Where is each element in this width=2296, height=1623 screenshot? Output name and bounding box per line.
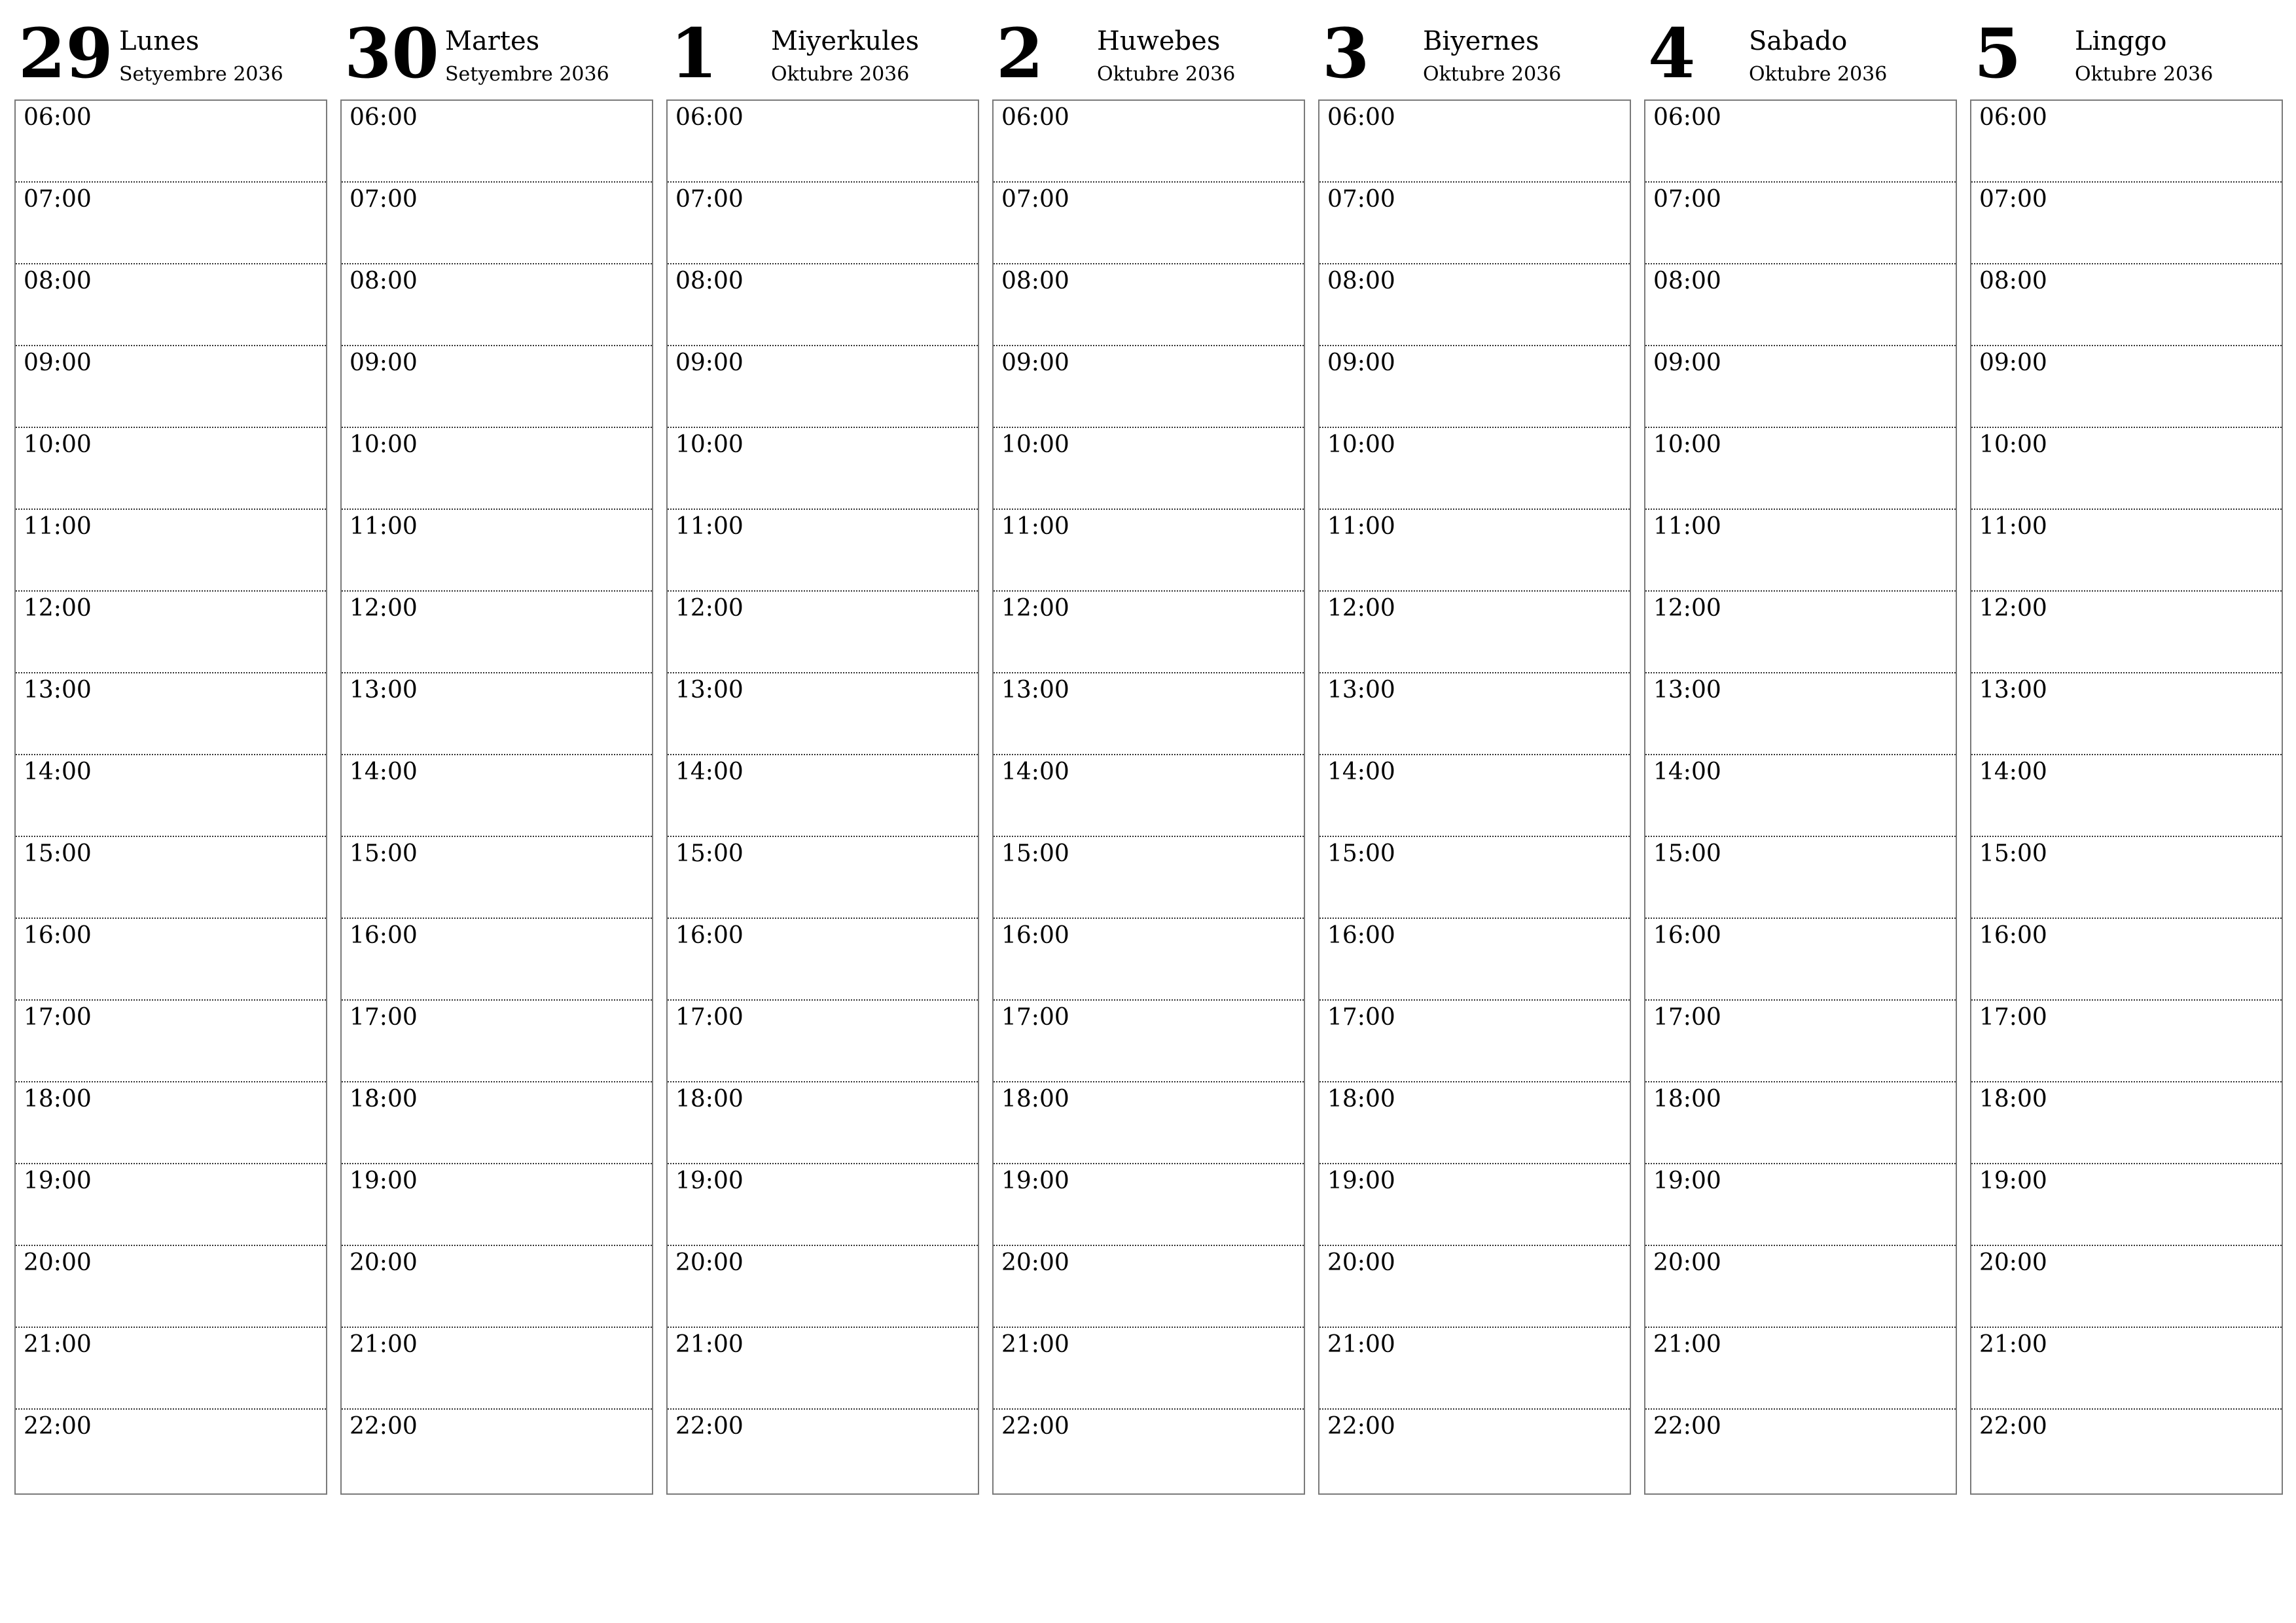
hour-slot[interactable] <box>994 1246 1304 1328</box>
month-year: Oktubre 2036 <box>2075 63 2214 86</box>
hour-slot[interactable] <box>1319 592 1630 673</box>
hour-slot[interactable] <box>668 1328 978 1410</box>
hour-label: 07:00 <box>24 186 92 213</box>
hour-slot[interactable] <box>994 837 1304 919</box>
hour-slot[interactable] <box>342 1410 652 1491</box>
month-year: Setyembre 2036 <box>445 63 609 86</box>
hour-label: 12:00 <box>1653 595 1721 622</box>
hour-label: 17:00 <box>675 1004 744 1031</box>
hour-label: 15:00 <box>1653 840 1721 867</box>
hour-slot[interactable] <box>1971 1246 2282 1328</box>
hour-slot[interactable] <box>1319 1246 1630 1328</box>
hour-slot[interactable] <box>16 1246 326 1328</box>
hour-label: 09:00 <box>675 349 744 376</box>
hour-label: 10:00 <box>1001 431 1069 458</box>
hour-label: 11:00 <box>675 513 744 540</box>
hour-label: 09:00 <box>350 349 418 376</box>
hour-label: 17:00 <box>350 1004 418 1031</box>
hour-slot[interactable] <box>994 183 1304 264</box>
hour-slot[interactable] <box>1971 919 2282 1001</box>
day-schedule-box <box>1318 99 1631 1495</box>
hour-slot[interactable] <box>342 1082 652 1164</box>
day-number: 3 <box>1322 13 1370 94</box>
day-column <box>14 0 327 1440</box>
hour-label: 12:00 <box>675 595 744 622</box>
hour-slot[interactable] <box>342 755 652 837</box>
hour-label: 15:00 <box>1979 840 2047 867</box>
hour-slot[interactable] <box>1645 346 1956 428</box>
hour-label: 14:00 <box>1001 758 1069 785</box>
hour-slot[interactable] <box>994 428 1304 510</box>
hour-label: 09:00 <box>1327 349 1395 376</box>
hour-slot[interactable] <box>1971 428 2282 510</box>
day-column <box>666 0 979 1440</box>
hour-label: 13:00 <box>1327 677 1395 704</box>
hour-slot[interactable] <box>1645 673 1956 755</box>
hour-slot[interactable] <box>342 264 652 346</box>
hour-label: 22:00 <box>1001 1413 1069 1440</box>
hour-slot[interactable] <box>994 101 1304 183</box>
hour-slot[interactable] <box>16 1328 326 1410</box>
hour-label: 12:00 <box>1327 595 1395 622</box>
hour-label: 08:00 <box>1653 268 1721 294</box>
hour-label: 12:00 <box>24 595 92 622</box>
hour-slot[interactable] <box>1319 428 1630 510</box>
hour-label: 16:00 <box>24 922 92 949</box>
hour-label: 07:00 <box>1327 186 1395 213</box>
hour-slot[interactable] <box>994 1082 1304 1164</box>
hour-slot[interactable] <box>342 510 652 592</box>
hour-label: 15:00 <box>1001 840 1069 867</box>
hour-slot[interactable] <box>668 428 978 510</box>
hour-slot[interactable] <box>1645 1410 1956 1491</box>
day-schedule-box <box>340 99 653 1495</box>
hour-label: 12:00 <box>1001 595 1069 622</box>
hour-slot[interactable] <box>1319 673 1630 755</box>
hour-label: 08:00 <box>1001 268 1069 294</box>
hour-slot[interactable] <box>1645 1164 1956 1246</box>
hour-label: 22:00 <box>1653 1413 1721 1440</box>
hour-label: 09:00 <box>1979 349 2047 376</box>
hour-label: 06:00 <box>1653 104 1721 131</box>
hour-label: 14:00 <box>24 758 92 785</box>
hour-label: 11:00 <box>24 513 92 540</box>
hour-slot[interactable] <box>342 1164 652 1246</box>
month-year: Oktubre 2036 <box>1749 63 1888 86</box>
hour-slot[interactable] <box>994 1001 1304 1082</box>
hour-slot[interactable] <box>668 101 978 183</box>
hour-label: 06:00 <box>1979 104 2047 131</box>
hour-label: 20:00 <box>350 1249 418 1276</box>
hour-label: 16:00 <box>350 922 418 949</box>
hour-slot[interactable] <box>1971 837 2282 919</box>
hour-slot[interactable] <box>668 755 978 837</box>
hour-slot[interactable] <box>342 101 652 183</box>
hour-label: 15:00 <box>675 840 744 867</box>
hour-label: 13:00 <box>675 677 744 704</box>
day-column <box>340 0 653 1440</box>
day-header <box>992 0 1305 99</box>
day-header <box>1970 0 2283 99</box>
hour-slot[interactable] <box>1645 510 1956 592</box>
day-header <box>666 0 979 99</box>
hour-slot[interactable] <box>16 837 326 919</box>
hour-slot[interactable] <box>994 919 1304 1001</box>
hour-label: 12:00 <box>1979 595 2047 622</box>
hour-slot[interactable] <box>1319 183 1630 264</box>
hour-label: 21:00 <box>675 1331 744 1358</box>
hour-label: 10:00 <box>1327 431 1395 458</box>
hour-label: 17:00 <box>1327 1004 1395 1031</box>
day-number: 30 <box>344 13 439 94</box>
hour-slot[interactable] <box>1971 346 2282 428</box>
hour-slot[interactable] <box>668 592 978 673</box>
hour-label: 15:00 <box>24 840 92 867</box>
hour-label: 09:00 <box>1653 349 1721 376</box>
hour-slot[interactable] <box>1645 264 1956 346</box>
hour-slot[interactable] <box>668 1246 978 1328</box>
hour-label: 18:00 <box>1001 1086 1069 1113</box>
day-header <box>1318 0 1631 99</box>
hour-slot[interactable] <box>342 1246 652 1328</box>
hour-slot[interactable] <box>1645 1001 1956 1082</box>
hour-slot[interactable] <box>1319 101 1630 183</box>
hour-label: 20:00 <box>24 1249 92 1276</box>
hour-slot[interactable] <box>16 673 326 755</box>
hour-label: 21:00 <box>1327 1331 1395 1358</box>
hour-label: 12:00 <box>350 595 418 622</box>
hour-label: 10:00 <box>1653 431 1721 458</box>
hour-label: 09:00 <box>24 349 92 376</box>
hour-label: 08:00 <box>1327 268 1395 294</box>
hour-slot[interactable] <box>1645 101 1956 183</box>
hour-slot[interactable] <box>1971 1001 2282 1082</box>
hour-slot[interactable] <box>16 264 326 346</box>
hour-slot[interactable] <box>668 346 978 428</box>
hour-slot[interactable] <box>16 428 326 510</box>
hour-slot[interactable] <box>16 1164 326 1246</box>
hour-label: 08:00 <box>675 268 744 294</box>
hour-label: 22:00 <box>1979 1413 2047 1440</box>
hour-label: 14:00 <box>1327 758 1395 785</box>
hour-label: 19:00 <box>1001 1168 1069 1194</box>
hour-label: 11:00 <box>1001 513 1069 540</box>
day-name: Martes <box>445 26 540 56</box>
hour-slot[interactable] <box>16 919 326 1001</box>
hour-label: 19:00 <box>1979 1168 2047 1194</box>
hour-label: 17:00 <box>1979 1004 2047 1031</box>
hour-slot[interactable] <box>1971 183 2282 264</box>
hour-slot[interactable] <box>1971 101 2282 183</box>
hour-slot[interactable] <box>342 1328 652 1410</box>
hour-label: 06:00 <box>1001 104 1069 131</box>
hour-slot[interactable] <box>1319 837 1630 919</box>
hour-label: 08:00 <box>350 268 418 294</box>
hour-slot[interactable] <box>1319 264 1630 346</box>
hour-label: 11:00 <box>1979 513 2047 540</box>
hour-label: 15:00 <box>1327 840 1395 867</box>
hour-label: 10:00 <box>350 431 418 458</box>
hour-slot[interactable] <box>342 1001 652 1082</box>
hour-slot[interactable] <box>342 673 652 755</box>
day-schedule-box <box>666 99 979 1495</box>
hour-label: 07:00 <box>1001 186 1069 213</box>
hour-label: 14:00 <box>350 758 418 785</box>
day-number: 29 <box>18 13 113 94</box>
hour-slot[interactable] <box>994 1410 1304 1491</box>
hour-slot[interactable] <box>1645 428 1956 510</box>
hour-label: 20:00 <box>1979 1249 2047 1276</box>
hour-slot[interactable] <box>668 183 978 264</box>
hour-slot[interactable] <box>1319 919 1630 1001</box>
day-schedule-box <box>14 99 327 1495</box>
hour-slot[interactable] <box>1971 1410 2282 1491</box>
hour-slot[interactable] <box>1645 1328 1956 1410</box>
hour-slot[interactable] <box>668 1082 978 1164</box>
hour-slot[interactable] <box>16 1082 326 1164</box>
hour-label: 18:00 <box>350 1086 418 1113</box>
hour-slot[interactable] <box>1319 1164 1630 1246</box>
hour-label: 11:00 <box>350 513 418 540</box>
hour-slot[interactable] <box>16 346 326 428</box>
hour-slot[interactable] <box>1971 264 2282 346</box>
hour-slot[interactable] <box>342 428 652 510</box>
day-name: Biyernes <box>1423 26 1539 56</box>
hour-label: 11:00 <box>1327 513 1395 540</box>
hour-slot[interactable] <box>16 1001 326 1082</box>
hour-slot[interactable] <box>668 919 978 1001</box>
hour-slot[interactable] <box>668 1410 978 1491</box>
hour-slot[interactable] <box>1645 1082 1956 1164</box>
hour-label: 14:00 <box>1979 758 2047 785</box>
hour-slot[interactable] <box>342 592 652 673</box>
hour-slot[interactable] <box>994 673 1304 755</box>
hour-label: 10:00 <box>24 431 92 458</box>
day-header <box>340 0 653 99</box>
hour-slot[interactable] <box>342 837 652 919</box>
day-schedule-box <box>1970 99 2283 1495</box>
hour-slot[interactable] <box>16 510 326 592</box>
hour-label: 20:00 <box>1653 1249 1721 1276</box>
hour-label: 22:00 <box>675 1413 744 1440</box>
hour-slot[interactable] <box>668 673 978 755</box>
hour-label: 08:00 <box>24 268 92 294</box>
hour-label: 06:00 <box>24 104 92 131</box>
month-year: Setyembre 2036 <box>119 63 283 86</box>
hour-slot[interactable] <box>668 1001 978 1082</box>
hour-label: 17:00 <box>24 1004 92 1031</box>
day-number: 5 <box>1974 13 2022 94</box>
day-schedule-box <box>1644 99 1957 1495</box>
hour-slot[interactable] <box>1971 1164 2282 1246</box>
hour-slot[interactable] <box>668 264 978 346</box>
hour-slot[interactable] <box>1645 755 1956 837</box>
hour-label: 06:00 <box>1327 104 1395 131</box>
hour-label: 13:00 <box>24 677 92 704</box>
hour-label: 21:00 <box>1001 1331 1069 1358</box>
hour-slot[interactable] <box>1319 1001 1630 1082</box>
hour-slot[interactable] <box>994 510 1304 592</box>
hour-slot[interactable] <box>1319 346 1630 428</box>
hour-label: 20:00 <box>1327 1249 1395 1276</box>
hour-slot[interactable] <box>1319 1082 1630 1164</box>
hour-label: 18:00 <box>24 1086 92 1113</box>
hour-slot[interactable] <box>1319 755 1630 837</box>
hour-label: 20:00 <box>1001 1249 1069 1276</box>
hour-slot[interactable] <box>1319 1410 1630 1491</box>
hour-slot[interactable] <box>1971 592 2282 673</box>
hour-label: 22:00 <box>1327 1413 1395 1440</box>
hour-label: 18:00 <box>1979 1086 2047 1113</box>
hour-label: 18:00 <box>675 1086 744 1113</box>
hour-slot[interactable] <box>1971 510 2282 592</box>
hour-label: 07:00 <box>1653 186 1721 213</box>
day-name: Huwebes <box>1097 26 1221 56</box>
hour-label: 19:00 <box>1327 1168 1395 1194</box>
day-name: Miyerkules <box>771 26 920 56</box>
hour-label: 08:00 <box>1979 268 2047 294</box>
day-number: 1 <box>670 13 718 94</box>
hour-slot[interactable] <box>16 755 326 837</box>
hour-slot[interactable] <box>1645 592 1956 673</box>
day-header <box>14 0 327 99</box>
hour-label: 16:00 <box>675 922 744 949</box>
hour-label: 17:00 <box>1653 1004 1721 1031</box>
month-year: Oktubre 2036 <box>1423 63 1562 86</box>
hour-label: 07:00 <box>1979 186 2047 213</box>
day-column <box>1644 0 1957 1440</box>
hour-slot[interactable] <box>1971 673 2282 755</box>
hour-label: 22:00 <box>24 1413 92 1440</box>
weekly-planner <box>14 0 2289 1623</box>
hour-label: 13:00 <box>350 677 418 704</box>
hour-slot[interactable] <box>668 1164 978 1246</box>
hour-slot[interactable] <box>1645 919 1956 1001</box>
hour-slot[interactable] <box>668 837 978 919</box>
day-name: Sabado <box>1749 26 1848 56</box>
hour-label: 16:00 <box>1327 922 1395 949</box>
hour-label: 10:00 <box>675 431 744 458</box>
hour-label: 16:00 <box>1979 922 2047 949</box>
hour-label: 11:00 <box>1653 513 1721 540</box>
hour-label: 15:00 <box>350 840 418 867</box>
month-year: Oktubre 2036 <box>771 63 910 86</box>
hour-slot[interactable] <box>16 183 326 264</box>
hour-slot[interactable] <box>1971 1082 2282 1164</box>
hour-slot[interactable] <box>994 755 1304 837</box>
hour-slot[interactable] <box>16 1410 326 1491</box>
hour-label: 18:00 <box>1653 1086 1721 1113</box>
month-year: Oktubre 2036 <box>1097 63 1236 86</box>
hour-slot[interactable] <box>1645 183 1956 264</box>
hour-slot[interactable] <box>668 510 978 592</box>
day-schedule-box <box>992 99 1305 1495</box>
day-number: 2 <box>996 13 1044 94</box>
hour-slot[interactable] <box>994 346 1304 428</box>
hour-label: 16:00 <box>1001 922 1069 949</box>
hour-label: 13:00 <box>1001 677 1069 704</box>
hour-slot[interactable] <box>1645 837 1956 919</box>
hour-label: 13:00 <box>1979 677 2047 704</box>
hour-label: 16:00 <box>1653 922 1721 949</box>
hour-slot[interactable] <box>342 346 652 428</box>
hour-slot[interactable] <box>994 1328 1304 1410</box>
hour-label: 14:00 <box>1653 758 1721 785</box>
hour-label: 18:00 <box>1327 1086 1395 1113</box>
hour-slot[interactable] <box>16 592 326 673</box>
hour-label: 22:00 <box>350 1413 418 1440</box>
hour-slot[interactable] <box>994 1164 1304 1246</box>
hour-slot[interactable] <box>16 101 326 183</box>
hour-slot[interactable] <box>342 183 652 264</box>
hour-slot[interactable] <box>994 264 1304 346</box>
hour-label: 19:00 <box>350 1168 418 1194</box>
hour-label: 06:00 <box>350 104 418 131</box>
day-column <box>1318 0 1631 1440</box>
day-name: Linggo <box>2075 26 2167 56</box>
hour-slot[interactable] <box>1971 755 2282 837</box>
hour-label: 21:00 <box>350 1331 418 1358</box>
hour-label: 17:00 <box>1001 1004 1069 1031</box>
hour-label: 09:00 <box>1001 349 1069 376</box>
hour-label: 07:00 <box>350 186 418 213</box>
hour-slot[interactable] <box>994 592 1304 673</box>
day-column <box>992 0 1305 1440</box>
hour-slot[interactable] <box>1319 1328 1630 1410</box>
hour-label: 14:00 <box>675 758 744 785</box>
hour-label: 06:00 <box>675 104 744 131</box>
day-column <box>1970 0 2283 1440</box>
hour-label: 21:00 <box>1979 1331 2047 1358</box>
hour-label: 19:00 <box>1653 1168 1721 1194</box>
hour-slot[interactable] <box>1319 510 1630 592</box>
hour-label: 13:00 <box>1653 677 1721 704</box>
hour-label: 10:00 <box>1979 431 2047 458</box>
hour-label: 20:00 <box>675 1249 744 1276</box>
hour-label: 19:00 <box>675 1168 744 1194</box>
hour-slot[interactable] <box>1971 1328 2282 1410</box>
day-header <box>1644 0 1957 99</box>
day-name: Lunes <box>119 26 200 56</box>
day-number: 4 <box>1648 13 1696 94</box>
hour-label: 21:00 <box>24 1331 92 1358</box>
hour-label: 19:00 <box>24 1168 92 1194</box>
hour-label: 07:00 <box>675 186 744 213</box>
hour-label: 21:00 <box>1653 1331 1721 1358</box>
hour-slot[interactable] <box>342 919 652 1001</box>
hour-slot[interactable] <box>1645 1246 1956 1328</box>
